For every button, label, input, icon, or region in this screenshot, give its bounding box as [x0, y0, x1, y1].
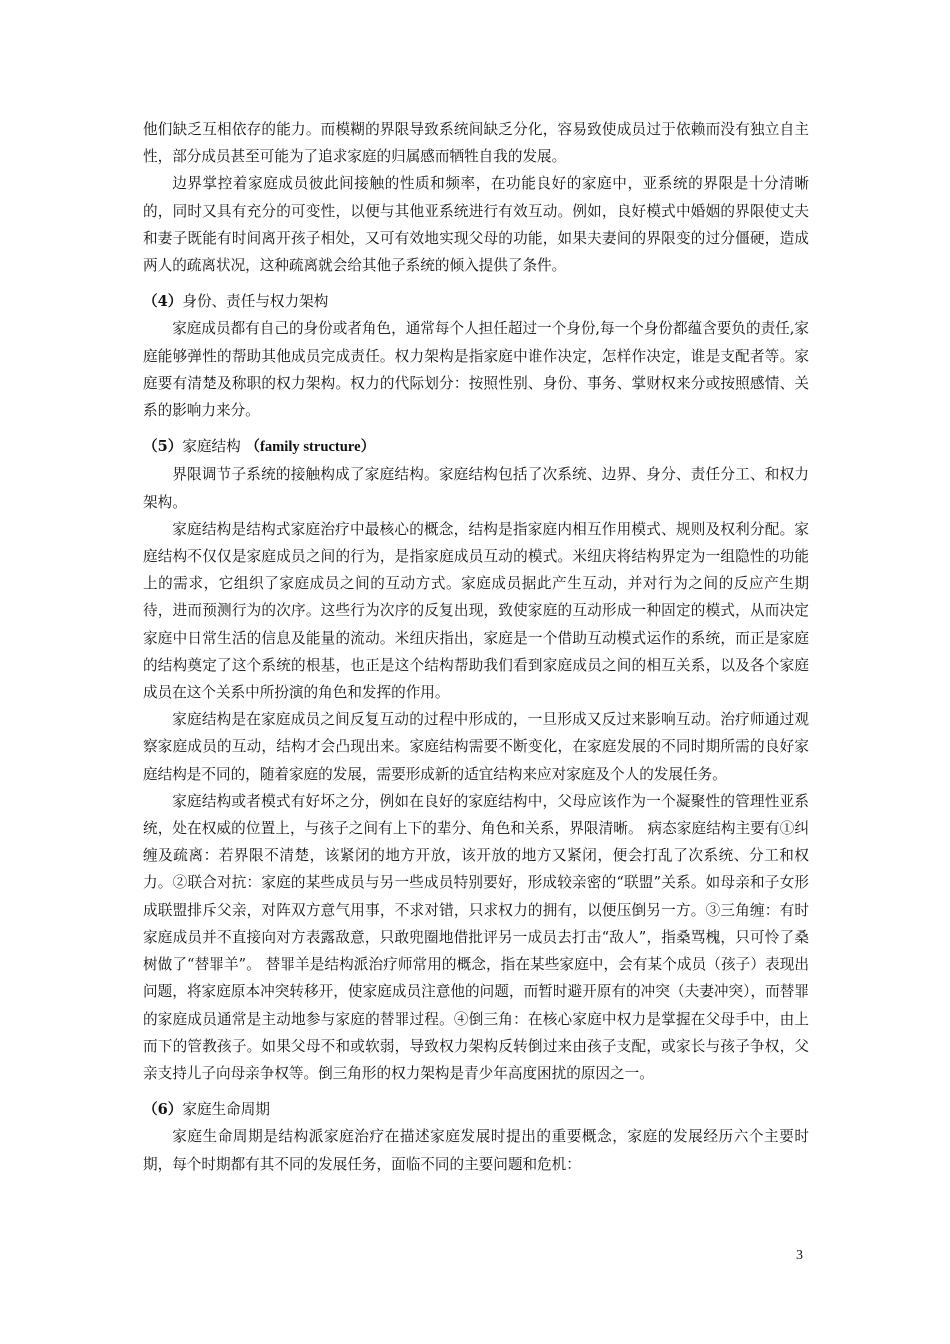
heading-text: 身份、责任与权力架构 [182, 293, 329, 311]
body-text [143, 116, 809, 1178]
heading-text: 家庭生命周期 [182, 1101, 270, 1119]
heading-number: （6） [143, 1101, 183, 1119]
paragraph: 家庭成员都有自己的身份或者角色，通常每个人担任超过一个身份,每一个身份都蕴含要负的责任,家庭能够弹性的帮助其他成员完成责任。权力架构是指家庭中谁作决定，怎样作决定，谁是支配者等。家庭要有清楚及称职的权力架构。权力的代际划分：按照性别、身份、事务、掌财权来分或按照感情、关系的影响力来分。 [143, 320, 810, 420]
section-heading-5 [143, 433, 809, 461]
paragraph: 家庭结构是结构式家庭治疗中最核心的概念，结构是指家庭内相互作用模式、规则及权利分配。家庭结构不仅仅是家庭成员之间的行为，是指家庭成员互动的模式。米纽庆将结构界定为一组隐性的功能上的需求，它组织了家庭成员之间的互动方式。家庭成员据此产生互动，并对行为之间的反应产生期待，进而预测行为的次序。这些行为次序的反复出现，致使家庭的互动形成一种固定的模式，从而决定家庭中日常生活的信息及能量的流动。米纽庆指出，家庭是一个借助互动模式运作的系统，而正是家庭的结构奠定了这个系统的根基，也正是这个结构帮助我们看到家庭成员之间的相互关系，以及各个家庭成员在这个关系中所扮演的角色和发挥的作用。 [143, 520, 809, 702]
paragraph: 边界掌控着家庭成员彼此间接触的性质和频率，在功能良好的家庭中，亚系统的界限是十分清晰的，同时又具有充分的可变性，以便与其他亚系统进行有效互动。例如，良好模式中婚姻的界限使丈夫和妻子既能有时间离开孩子相处，又可有效地实现父母的功能，如果夫妻间的界限变的过分僵硬，造成两人的疏离状况，这种疏离就会给其他子系统的倾入提供了条件。 [143, 175, 809, 275]
section-heading-4 [143, 288, 809, 315]
heading-number: （5） [143, 438, 183, 456]
section-heading-6 [143, 1096, 809, 1123]
heading-number: （4） [143, 293, 183, 311]
page-number: 3 [796, 1248, 803, 1263]
paragraph: 家庭结构或者模式有好坏之分，例如在良好的家庭结构中，父母应该作为一个凝聚性的管理性亚系统，处在权威的位置上，与孩子之间有上下的辈分、角色和关系，界限清晰。 病态家庭结构主要有①纠缠及疏离：若界限不清楚，该紧闭的地方开放，该开放的地方又紧闭，便会打乱了次系统、分工和权力。②联合对抗：家庭的某些成员与另一些成员特别要好，形成较亲密的“联盟”关系。如母亲和子女形成联盟排斥父亲，对阵双方意气用事，不求对错，只求权力的拥有，以便压倒另一方。③三角缠：有时家庭成员并不直接向对方表露敌意，只敢兜圈地借批评另一成员去打击“敌人”，指桑骂槐，只可怜了桑树做了“替罪羊”。 替罪羊是结构派治疗师常用的概念，指在某些家庭中，会有某个成员（孩子）表现出问题，将家庭原本冲突转移开，使家庭成员注意他的问题，而暂时避开原有的冲突（夫妻冲突），而替罪的家庭成员通常是主动地参与家庭的替罪过程。④倒三角：在核心家庭中权力是掌握在父母手中，由上而下的管教孩子。如果父母不和或软弱，导致权力架构反转倒过来由孩子支配，或家长与孩子争权，父亲支持儿子向母亲争权等。倒三角形的权力架构是青少年高度困扰的原因之一。 [143, 792, 809, 1082]
paragraph: 家庭生命周期是结构派家庭治疗在描述家庭发展时提出的重要概念，家庭的发展经历六个主要时期，每个时期都有其不同的发展任务，面临不同的主要问题和危机： [143, 1128, 809, 1173]
heading-english: （family structure） [245, 439, 376, 456]
heading-text: 家庭结构 [182, 438, 246, 456]
paragraph: 他们缺乏互相依存的能力。而模糊的界限导致系统间缺乏分化，容易致使成员过于依赖而没有独立自主性，部分成员甚至可能为了追求家庭的归属感而牺牲自我的发展。 [143, 121, 809, 166]
paragraph: 家庭结构是在家庭成员之间反复互动的过程中形成的，一旦形成又反过来影响互动。治疗师通过观察家庭成员的互动，结构才会凸现出来。家庭结构需要不断变化，在家庭发展的不同时期所需的良好家庭结构是不同的，随着家庭的发展，需要形成新的适宜结构来应对家庭及个人的发展任务。 [143, 711, 809, 783]
paragraph: 界限调节子系统的接触构成了家庭结构。家庭结构包括了次系统、边界、身分、责任分工、和权力架构。 [143, 466, 809, 511]
